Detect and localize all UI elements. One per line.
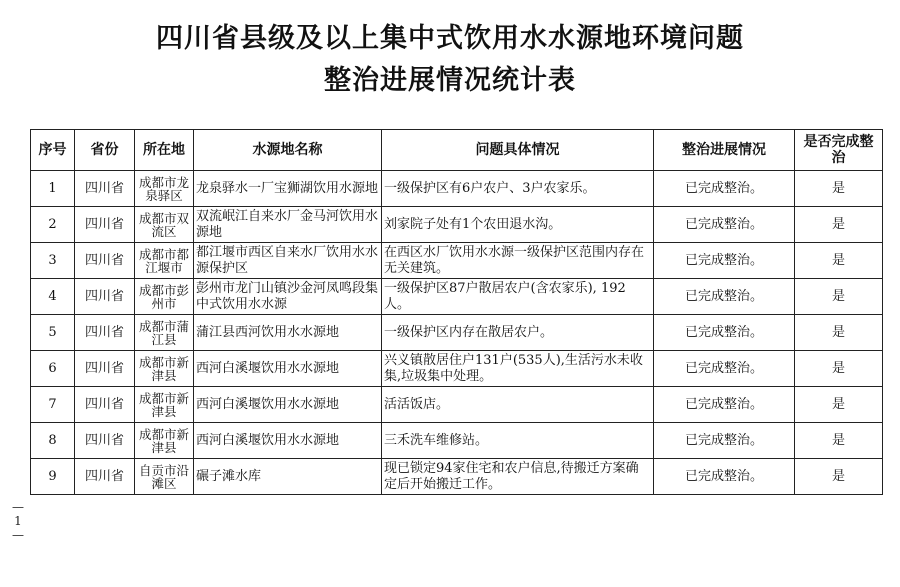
table-row bbox=[31, 351, 883, 387]
progress-cell: 已完成整治。 bbox=[654, 387, 795, 423]
row-number-cell: 1 bbox=[31, 171, 75, 207]
province-cell: 四川省 bbox=[75, 459, 135, 495]
issue-description-cell: 一级保护区87户散居农户(含农家乐), 192人。 bbox=[382, 279, 654, 315]
province-cell: 四川省 bbox=[75, 279, 135, 315]
province-cell: 四川省 bbox=[75, 423, 135, 459]
province-cell: 四川省 bbox=[75, 171, 135, 207]
location-cell: 成都市彭州市 bbox=[135, 279, 194, 315]
row-number-cell: 8 bbox=[31, 423, 75, 459]
progress-cell: 已完成整治。 bbox=[654, 423, 795, 459]
table-row bbox=[31, 171, 883, 207]
issue-description-cell: 在西区水厂饮用水水源一级保护区范围内存在无关建筑。 bbox=[382, 243, 654, 279]
table-header-row bbox=[31, 130, 883, 171]
header-cell: 所在地 bbox=[135, 130, 194, 171]
completion-cell: 是 bbox=[795, 351, 883, 387]
progress-cell: 已完成整治。 bbox=[654, 315, 795, 351]
source-name-cell: 碾子滩水库 bbox=[194, 459, 382, 495]
province-cell: 四川省 bbox=[75, 387, 135, 423]
completion-cell: 是 bbox=[795, 387, 883, 423]
completion-cell: 是 bbox=[795, 171, 883, 207]
table-row bbox=[31, 243, 883, 279]
progress-cell: 已完成整治。 bbox=[654, 207, 795, 243]
source-name-cell: 蒲江县西河饮用水水源地 bbox=[194, 315, 382, 351]
progress-cell: 已完成整治。 bbox=[654, 279, 795, 315]
table-row bbox=[31, 387, 883, 423]
location-cell: 成都市龙泉驿区 bbox=[135, 171, 194, 207]
progress-cell: 已完成整治。 bbox=[654, 171, 795, 207]
document-title-line2: 整治进展情况统计表 bbox=[324, 65, 576, 96]
row-number-cell: 7 bbox=[31, 387, 75, 423]
location-cell: 成都市新津县 bbox=[135, 351, 194, 387]
completion-cell: 是 bbox=[795, 243, 883, 279]
row-number-cell: 4 bbox=[31, 279, 75, 315]
issue-description-cell: 三禾洗车维修站。 bbox=[382, 423, 654, 459]
row-number-cell: 3 bbox=[31, 243, 75, 279]
province-cell: 四川省 bbox=[75, 351, 135, 387]
header-cell: 省份 bbox=[75, 130, 135, 171]
source-name-cell: 彭州市龙门山镇沙金河凤鸣段集中式饮用水水源 bbox=[194, 279, 382, 315]
row-number-cell: 2 bbox=[31, 207, 75, 243]
completion-cell: 是 bbox=[795, 315, 883, 351]
header-cell: 整治进展情况 bbox=[654, 130, 795, 171]
header-cell: 是否完成整治 bbox=[795, 130, 883, 171]
source-name-cell: 西河白溪堰饮用水水源地 bbox=[194, 423, 382, 459]
location-cell: 成都市新津县 bbox=[135, 387, 194, 423]
source-name-cell: 都江堰市西区自来水厂饮用水水源保护区 bbox=[194, 243, 382, 279]
table-row bbox=[31, 279, 883, 315]
issue-description-cell: 一级保护区有6户农户、3户农家乐。 bbox=[382, 171, 654, 207]
completion-cell: 是 bbox=[795, 207, 883, 243]
row-number-cell: 5 bbox=[31, 315, 75, 351]
province-cell: 四川省 bbox=[75, 243, 135, 279]
location-cell: 成都市新津县 bbox=[135, 423, 194, 459]
completion-cell: 是 bbox=[795, 279, 883, 315]
header-cell: 水源地名称 bbox=[194, 130, 382, 171]
location-cell: 成都市蒲江县 bbox=[135, 315, 194, 351]
table-row bbox=[31, 459, 883, 495]
completion-cell: 是 bbox=[795, 423, 883, 459]
province-cell: 四川省 bbox=[75, 207, 135, 243]
row-number-cell: 9 bbox=[31, 459, 75, 495]
location-cell: 成都市双流区 bbox=[135, 207, 194, 243]
location-cell: 自贡市沿滩区 bbox=[135, 459, 194, 495]
progress-cell: 已完成整治。 bbox=[654, 459, 795, 495]
table-row bbox=[31, 423, 883, 459]
header-cell: 问题具体情况 bbox=[382, 130, 654, 171]
source-name-cell: 龙泉驿水一厂宝狮湖饮用水源地 bbox=[194, 171, 382, 207]
issue-description-cell: 刘家院子处有1个农田退水沟。 bbox=[382, 207, 654, 243]
location-cell: 成都市都江堰市 bbox=[135, 243, 194, 279]
issue-description-cell: 兴义镇散居住户131户(535人),生活污水未收集,垃圾集中处理。 bbox=[382, 351, 654, 387]
source-name-cell: 西河白溪堰饮用水水源地 bbox=[194, 351, 382, 387]
table-row bbox=[31, 207, 883, 243]
row-number-cell: 6 bbox=[31, 351, 75, 387]
header-cell: 序号 bbox=[31, 130, 75, 171]
progress-table bbox=[30, 129, 883, 495]
source-name-cell: 双流岷江自来水厂金马河饮用水源地 bbox=[194, 207, 382, 243]
table-row bbox=[31, 315, 883, 351]
progress-cell: 已完成整治。 bbox=[654, 243, 795, 279]
document-title-line1: 四川省县级及以上集中式饮用水水源地环境问题 bbox=[156, 23, 744, 54]
completion-cell: 是 bbox=[795, 459, 883, 495]
issue-description-cell: 一级保护区内存在散居农户。 bbox=[382, 315, 654, 351]
progress-cell: 已完成整治。 bbox=[654, 351, 795, 387]
source-name-cell: 西河白溪堰饮用水水源地 bbox=[194, 387, 382, 423]
province-cell: 四川省 bbox=[75, 315, 135, 351]
issue-description-cell: 现已锁定94家住宅和农户信息,待搬迁方案确定后开始搬迁工作。 bbox=[382, 459, 654, 495]
issue-description-cell: 活活饭店。 bbox=[382, 387, 654, 423]
page-number: —1— bbox=[12, 500, 24, 542]
